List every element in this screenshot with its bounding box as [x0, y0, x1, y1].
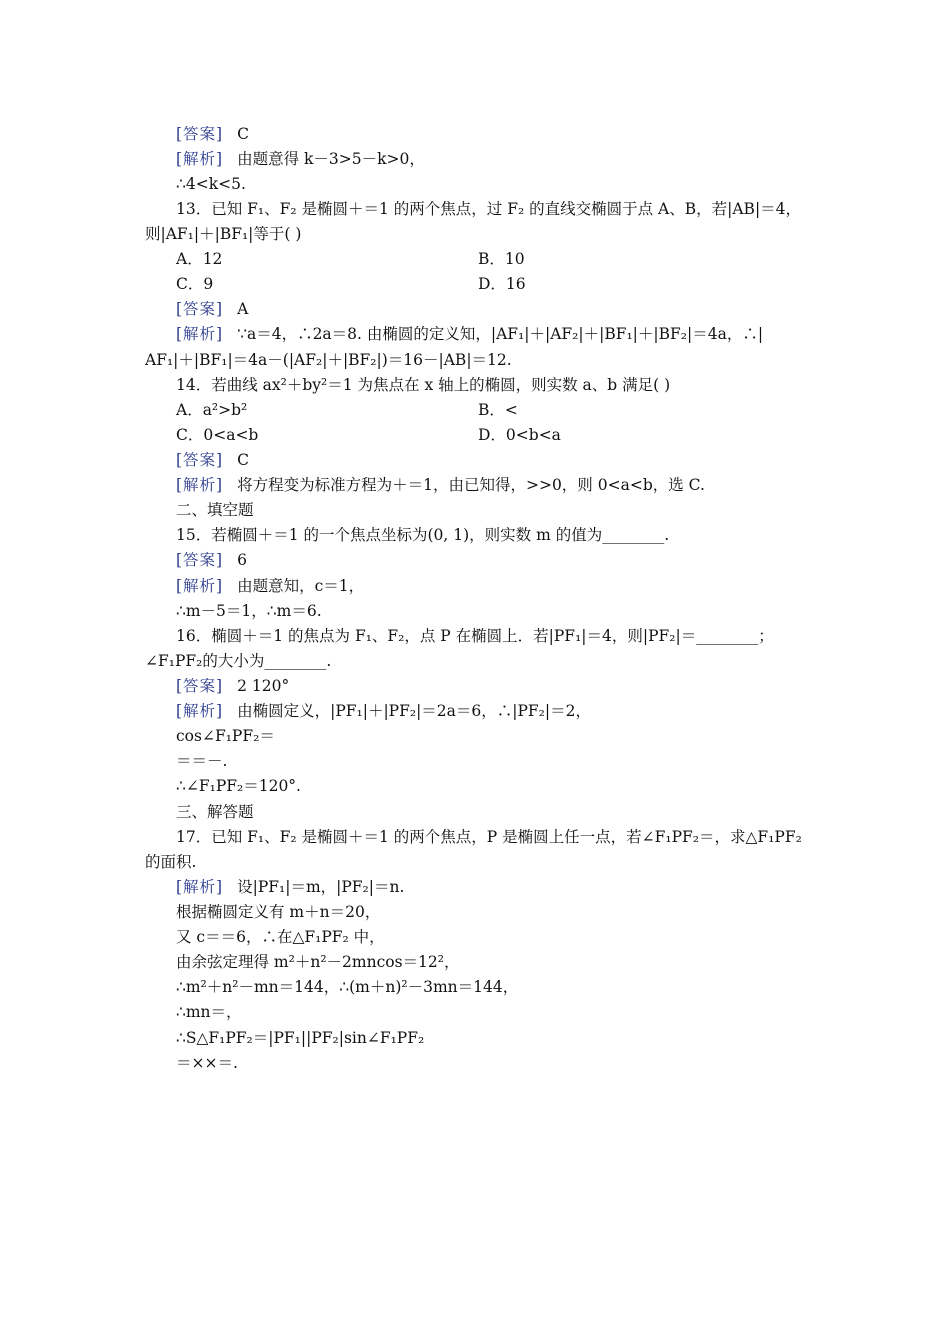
text-line: ＝＝－.	[176, 752, 228, 770]
line-text: 由题意知，c＝1，	[237, 577, 365, 595]
section-heading: 三、解答题	[176, 803, 254, 821]
answer-line-14	[176, 449, 249, 471]
answer-tag: [答案]	[176, 125, 224, 143]
line-text: 将方程变为标准方程为＋＝1，由已知得，>>0，则 0<a<b，选 C.	[237, 476, 705, 494]
text-line: 则|AF₁|＋|BF₁|等于( )	[145, 225, 302, 243]
question-17: 17．已知 F₁、F₂ 是椭圆＋＝1 的两个焦点，P 是椭圆上任一点，若∠F₁PF₂＝，求△F₁PF₂	[176, 828, 802, 846]
analysis-tag: [解析]	[176, 325, 224, 343]
analysis-tag: [解析]	[176, 702, 224, 720]
option-b: B．<	[478, 401, 518, 419]
analysis-line-17	[176, 876, 404, 898]
text-line: ∴m－5＝1，∴m＝6.	[176, 602, 322, 620]
question-15: 15．若椭圆＋＝1 的一个焦点坐标为(0, 1)，则实数 m 的值为________.	[176, 526, 670, 544]
analysis-tag: [解析]	[176, 878, 224, 896]
line-text: ∵a＝4，∴2a＝8. 由椭圆的定义知，|AF₁|＋|AF₂|＋|BF₁|＋|BF₂|＝4a，∴|	[237, 325, 764, 343]
text-line: AF₁|＋|BF₁|＝4a－(|AF₂|＋|BF₂|)＝16－|AB|＝12.	[145, 351, 512, 369]
text-line: ∴S△F₁PF₂＝|PF₁||PF₂|sin∠F₁PF₂	[176, 1029, 425, 1047]
option-a: A．a²>b²	[176, 401, 248, 419]
question-16: 16．椭圆＋＝1 的焦点为 F₁、F₂，点 P 在椭圆上．若|PF₁|＝4，则|PF₂|＝________；	[176, 627, 774, 645]
answer-tag: [答案]	[176, 551, 224, 569]
line-text: 由椭圆定义，|PF₁|＋|PF₂|＝2a＝6，∴|PF₂|＝2，	[237, 702, 591, 720]
analysis-line-15	[176, 575, 364, 597]
text-line: 又 c＝＝6，∴在△F₁PF₂ 中，	[176, 928, 385, 946]
text-line: 根据椭圆定义有 m＋n＝20，	[176, 903, 381, 921]
line-text: 6	[237, 551, 247, 569]
option-c: C．9	[176, 275, 214, 293]
text-line: ∴mn＝，	[176, 1003, 242, 1021]
line-text: A	[237, 300, 249, 318]
text-line: 由余弦定理得 m²＋n²－2mncos＝12²，	[176, 953, 460, 971]
answer-line-13	[176, 298, 248, 320]
text-line: ∴4<k<5.	[176, 175, 246, 193]
option-c: C．0<a<b	[176, 426, 259, 444]
text-line: ＝××＝.	[176, 1054, 238, 1072]
answer-line-15	[176, 549, 247, 571]
option-d: D．16	[478, 275, 526, 293]
analysis-line-13	[176, 323, 763, 345]
answer-tag: [答案]	[176, 300, 224, 318]
option-a: A．12	[176, 250, 223, 268]
analysis-line-16	[176, 700, 591, 722]
line-text: C	[237, 451, 249, 469]
line-text: 2 120°	[237, 677, 290, 695]
text-line: ∴m²＋n²－mn＝144，∴(m＋n)²－3mn＝144，	[176, 978, 519, 996]
answer-tag: [答案]	[176, 451, 224, 469]
text-line: ∴∠F₁PF₂＝120°.	[176, 777, 301, 795]
answer-line-16	[176, 675, 289, 697]
question-14: 14．若曲线 ax²＋by²＝1 为焦点在 x 轴上的椭圆，则实数 a、b 满足( )	[176, 376, 671, 394]
question-13: 13．已知 F₁、F₂ 是椭圆＋＝1 的两个焦点，过 F₂ 的直线交椭圆于点 A、B，若|AB|＝4，	[176, 200, 802, 218]
option-b: B．10	[478, 250, 525, 268]
answer-tag: [答案]	[176, 677, 224, 695]
text-line: 的面积.	[145, 853, 197, 871]
analysis-line-14	[176, 474, 705, 496]
analysis-tag: [解析]	[176, 577, 224, 595]
section-heading: 二、填空题	[176, 501, 254, 519]
option-d: D．0<b<a	[478, 426, 561, 444]
line-text: 设|PF₁|＝m，|PF₂|＝n.	[237, 878, 405, 896]
analysis-tag: [解析]	[176, 476, 224, 494]
analysis-line-12	[176, 148, 425, 170]
analysis-tag: [解析]	[176, 150, 224, 168]
text-line: ∠F₁PF₂的大小为________.	[145, 652, 332, 670]
line-text: C	[237, 125, 249, 143]
answer-line-12	[176, 123, 249, 145]
line-text: 由题意得 k－3>5－k>0，	[237, 150, 425, 168]
text-line: cos∠F₁PF₂＝	[176, 727, 275, 745]
